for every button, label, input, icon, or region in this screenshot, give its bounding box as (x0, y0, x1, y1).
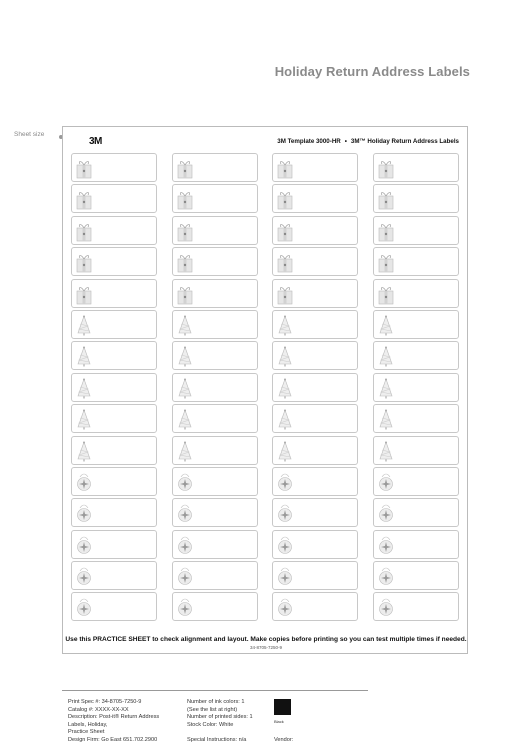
address-label (373, 404, 459, 433)
ornament-icon (276, 565, 294, 587)
label-row (71, 184, 459, 215)
tree-icon (75, 408, 93, 430)
address-label (272, 530, 358, 559)
address-label (373, 436, 459, 465)
spec-line: Labels, Holiday, (68, 721, 108, 728)
address-label (71, 373, 157, 402)
tree-icon (75, 377, 93, 399)
spec-line: Stock Color: White (187, 721, 234, 728)
gift-icon (276, 220, 294, 242)
address-label (71, 498, 157, 527)
address-label (71, 279, 157, 308)
spec-column-2 (187, 699, 253, 745)
gift-icon (377, 251, 395, 273)
gift-icon (377, 188, 395, 210)
address-label (272, 216, 358, 245)
address-label (373, 530, 459, 559)
tree-icon (377, 408, 395, 430)
ornament-icon (276, 471, 294, 493)
label-sheet (62, 126, 468, 654)
header-bullet: • (344, 138, 347, 145)
address-label (71, 404, 157, 433)
address-label (373, 467, 459, 496)
label-row (71, 310, 459, 341)
address-label (71, 153, 157, 182)
address-label (172, 153, 258, 182)
address-label (172, 184, 258, 213)
spec-line: Catalog #: XXXX-XX-XX (68, 706, 129, 713)
tree-icon (176, 314, 194, 336)
address-label (172, 530, 258, 559)
tree-icon (276, 314, 294, 336)
address-label (71, 216, 157, 245)
practice-notice: Use this PRACTICE SHEET to check alignment and layout. Make copies before printing so you can test multiple times if needed. (65, 636, 467, 643)
address-label (373, 373, 459, 402)
ornament-icon (75, 565, 93, 587)
label-grid (71, 153, 459, 624)
spec-line: Number of ink colors: 1 (187, 699, 245, 705)
gift-icon (377, 283, 395, 305)
address-label (172, 247, 258, 276)
ornament-icon (176, 471, 194, 493)
spec-line: Number of printed sides: 1 (187, 714, 253, 721)
ornament-icon (176, 596, 194, 618)
address-label (373, 279, 459, 308)
address-label (71, 436, 157, 465)
address-label (172, 467, 258, 496)
address-label (373, 341, 459, 370)
ornament-icon (176, 502, 194, 524)
spec-line: Description: Post-it® Return Address (68, 714, 160, 721)
label-row (71, 341, 459, 372)
address-label (172, 561, 258, 590)
tree-icon (176, 345, 194, 367)
template-name: 3M Template 3000-HR (277, 138, 341, 145)
ornament-icon (377, 534, 395, 556)
address-label (172, 310, 258, 339)
ornament-icon (377, 596, 395, 618)
label-row (71, 373, 459, 404)
gift-icon (276, 251, 294, 273)
ornament-icon (377, 471, 395, 493)
ink-swatch (274, 699, 291, 715)
address-label (172, 592, 258, 621)
gift-icon (276, 283, 294, 305)
sheet-size-label: Sheet size (14, 131, 45, 138)
ornament-icon (75, 596, 93, 618)
brand-logo: 3M (89, 136, 102, 147)
label-row (71, 530, 459, 561)
ornament-icon (276, 596, 294, 618)
address-label (172, 498, 258, 527)
gift-icon (75, 157, 93, 179)
gift-icon (377, 220, 395, 242)
tree-icon (75, 440, 93, 462)
tree-icon (377, 377, 395, 399)
address-label (172, 341, 258, 370)
gift-icon (176, 251, 194, 273)
address-label (71, 247, 157, 276)
ink-swatch-label: Black (274, 719, 284, 724)
gift-icon (75, 283, 93, 305)
address-label (71, 530, 157, 559)
ornament-icon (176, 534, 194, 556)
address-label (373, 592, 459, 621)
tree-icon (75, 345, 93, 367)
address-label (272, 404, 358, 433)
address-label (71, 592, 157, 621)
label-row (71, 247, 459, 278)
gift-icon (75, 220, 93, 242)
ornament-icon (176, 565, 194, 587)
gift-icon (75, 251, 93, 273)
gift-icon (176, 157, 194, 179)
address-label (172, 436, 258, 465)
address-label (373, 216, 459, 245)
ornament-icon (276, 534, 294, 556)
label-row (71, 436, 459, 467)
address-label (272, 341, 358, 370)
ornament-icon (377, 565, 395, 587)
address-label (373, 561, 459, 590)
address-label (272, 279, 358, 308)
address-label (272, 153, 358, 182)
gift-icon (377, 157, 395, 179)
address-label (272, 561, 358, 590)
address-label (373, 310, 459, 339)
address-label (272, 467, 358, 496)
vendor-label: Vendor: (274, 737, 294, 743)
tree-icon (176, 377, 194, 399)
address-label (71, 561, 157, 590)
spec-line: (See the list at right) (187, 706, 238, 713)
tree-icon (276, 408, 294, 430)
label-row (71, 467, 459, 498)
address-label (272, 247, 358, 276)
gift-icon (176, 283, 194, 305)
label-row (71, 279, 459, 310)
label-row (71, 153, 459, 184)
sheet-code: 34-8705-7250-9 (249, 645, 283, 650)
label-row (71, 216, 459, 247)
tree-icon (176, 440, 194, 462)
tree-icon (176, 408, 194, 430)
gift-icon (276, 188, 294, 210)
address-label (272, 373, 358, 402)
address-label (272, 310, 358, 339)
address-label (373, 247, 459, 276)
gift-icon (176, 220, 194, 242)
tree-icon (377, 345, 395, 367)
ornament-icon (276, 502, 294, 524)
spec-line (187, 729, 253, 737)
tree-icon (276, 440, 294, 462)
label-row (71, 498, 459, 529)
tree-icon (377, 440, 395, 462)
address-label (272, 436, 358, 465)
spec-line: Design Firm: Go East 651.702.2900 (68, 736, 158, 743)
address-label (373, 184, 459, 213)
gift-icon (75, 188, 93, 210)
address-label (172, 279, 258, 308)
product-name: 3M™ Holiday Return Address Labels (350, 138, 459, 145)
spec-line: Special Instructions: n/a (187, 736, 247, 743)
address-label (71, 341, 157, 370)
ornament-icon (75, 471, 93, 493)
ornament-icon (377, 502, 395, 524)
address-label (272, 592, 358, 621)
tree-icon (276, 377, 294, 399)
address-label (172, 373, 258, 402)
address-label (71, 467, 157, 496)
label-row (71, 561, 459, 592)
address-label (272, 184, 358, 213)
address-label (272, 498, 358, 527)
gift-icon (276, 157, 294, 179)
spec-line: Print Spec #: 34-8705-7250-9 (68, 699, 142, 705)
spec-line: Practice Sheet (68, 729, 105, 736)
address-label (172, 216, 258, 245)
address-label (373, 153, 459, 182)
tree-icon (75, 314, 93, 336)
gift-icon (176, 188, 194, 210)
label-row (71, 592, 459, 623)
ornament-icon (75, 502, 93, 524)
spec-column-1 (68, 699, 159, 745)
tree-icon (377, 314, 395, 336)
label-row (71, 404, 459, 435)
address-label (71, 184, 157, 213)
tree-icon (276, 345, 294, 367)
address-label (71, 310, 157, 339)
page-title: Holiday Return Address Labels (274, 64, 470, 79)
address-label (172, 404, 258, 433)
sheet-header (277, 138, 459, 145)
ornament-icon (75, 534, 93, 556)
address-label (373, 498, 459, 527)
print-spec-footer (62, 690, 368, 743)
